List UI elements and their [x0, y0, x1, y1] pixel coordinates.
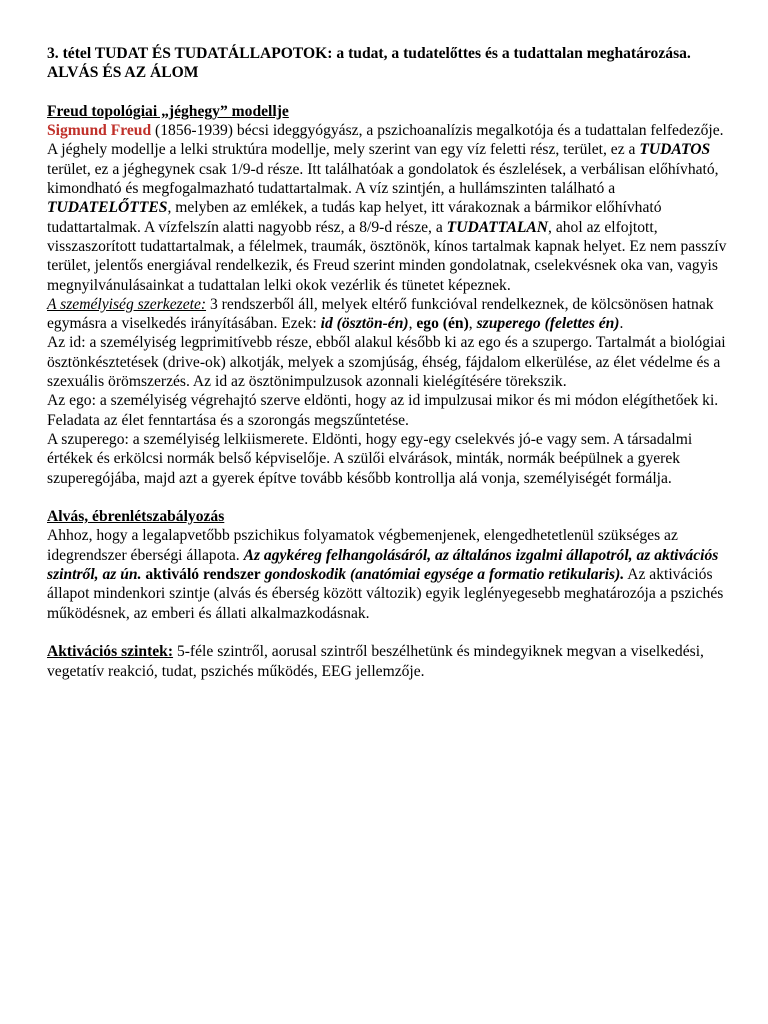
text-span: (1856-1939) bécsi ideggyógyász, a pszichoanalízis megalkotója és a tudattalan felfedezője. A jéghely modellje a lelki struktúra modellje, mely szerint van egy víz feletti rész, terület, ez a — [47, 122, 724, 159]
freud-paragraph — [47, 121, 727, 295]
activation-levels-paragraph — [47, 642, 727, 681]
term-tudattalan: TUDATTALAN — [446, 218, 549, 236]
term-tudatos: TUDATOS — [639, 141, 711, 159]
text-span: 3 rendszerből áll, melyek eltérő funkcióval rendelkeznek, de kölcsönösen hatnak egymásra a viselkedés irányításában. Ezek: — [47, 295, 714, 333]
text-span: , melyben az emlékek, a tudás kap helyet, itt várakoznak a bármikor előhívható tudattartalmak. A vízfelszín alatti nagyobb rész, a 8/9-d része, a — [47, 199, 662, 236]
personality-structure-label: A személyiség szerkezete: — [47, 295, 207, 313]
text-span: , ahol az elfojtott, visszaszorított tudattartalmak, a félelmek, traumák, ösztönök, kínos tartalmak kapnak helyet. Ez nem passzív terület, jelentős energiával rendelkezik, és Freud szerint minden gondolatnak, cselekvésnek oka van, vagyis megnyilvánulásainkat a tudattalan lelki okok vezérlik és tünetet képeznek. — [47, 218, 727, 294]
spacer — [47, 83, 727, 102]
text-span: 5-féle szintről, aorusal szintről beszélhetünk és mindegyiknek megvan a viselkedési, vegetatív reakció, tudat, pszichés működés, EEG jellemzője. — [47, 643, 704, 680]
term-id: id (ösztön-én) — [320, 315, 409, 333]
term-tudatelottes: TUDATELŐTTES — [47, 199, 168, 217]
sigmund-freud-name: Sigmund Freud — [47, 122, 152, 140]
document-page — [47, 44, 727, 681]
ego-paragraph: Az ego: a személyiség végrehajtó szerve eldönti, hogy az id impulzusai mikor és mi módon elégíthetőek ki. Feladata az élet fenntartása és a szorongás megszűntetése. — [47, 392, 719, 429]
term-superego: szuperego (felettes én) — [476, 315, 620, 333]
spacer — [47, 488, 727, 507]
text-span-bold-italic: Az agykéreg felhangolásáról, az általános izgalmi állapotról, az aktivációs szintről, az ún. — [47, 546, 719, 584]
freud-model-heading: Freud topológiai „jéghegy” modellje — [47, 102, 289, 120]
spacer — [47, 623, 727, 642]
superego-paragraph: A szuperego: a személyiség lelkiismerete. Eldönti, hogy egy-egy cselekvés jó-e vagy sem. A társadalmi értékek és erkölcsi normák belső képviselője. A szülői elvárások, minták, normák beépülnek a gyerek szuperegójába, majd azt a gyerek építve tovább később kontrollja alá vonja, személyiségét formálja. — [47, 430, 693, 487]
document-title: 3. tétel TUDAT ÉS TUDATÁLLAPOTOK: a tudat, a tudatelőttes és a tudattalan meghatározása. ALVÁS ÉS AZ ÁLOM — [47, 45, 691, 82]
term-aktivalo-rendszer: aktiváló rendszer — [145, 566, 261, 584]
text-span: Ahhoz, hogy a legalapvetőbb pszichikus folyamatok végbemenjenek, elengedhetetlenül szükséges az idegrendszer éberségi állapota. — [47, 527, 678, 564]
activation-levels-label: Aktivációs szintek: — [47, 643, 174, 661]
text-span: , — [408, 315, 417, 333]
text-span: . — [619, 315, 624, 333]
text-span: Az aktivációs állapot mindenkori szintje (alvás és éberség között változik) egyik leglényegesebb meghatározója a pszichés működésnek, az emberi és állati alkalmazkodásnak. — [47, 566, 724, 622]
sleep-paragraph — [47, 526, 727, 622]
text-span: terület, ez a jéghegynek csak 1/9-d része. Itt találhatóak a gondolatok és észlelések, a verbálisan előhívható, kimondható és megfogalmazható tudattartalmak. A víz szintjén, a hullámszinten található a — [47, 160, 719, 198]
term-ego: ego (én) — [416, 315, 469, 333]
sleep-heading: Alvás, ébrenlétszabályozás — [47, 508, 225, 526]
id-paragraph: Az id: a személyiség legprimitívebb része, ebből alakul később ki az ego és a szupergo. Tartalmát a biológiai ösztönkésztetések (drive-ok) alkotják, melyek a szomjúság, éhség, fájdalom elkerülése, az élet védelme és a szexuális örömszerzés. Az id az ösztönimpulzusok azonnali kielégítésére törekszik. — [47, 334, 726, 391]
text-span: , — [468, 315, 477, 333]
personality-structure-paragraph — [47, 295, 727, 334]
text-span-bold-italic: gondoskodik (anatómiai egysége a formatio retikularis). — [260, 566, 625, 584]
